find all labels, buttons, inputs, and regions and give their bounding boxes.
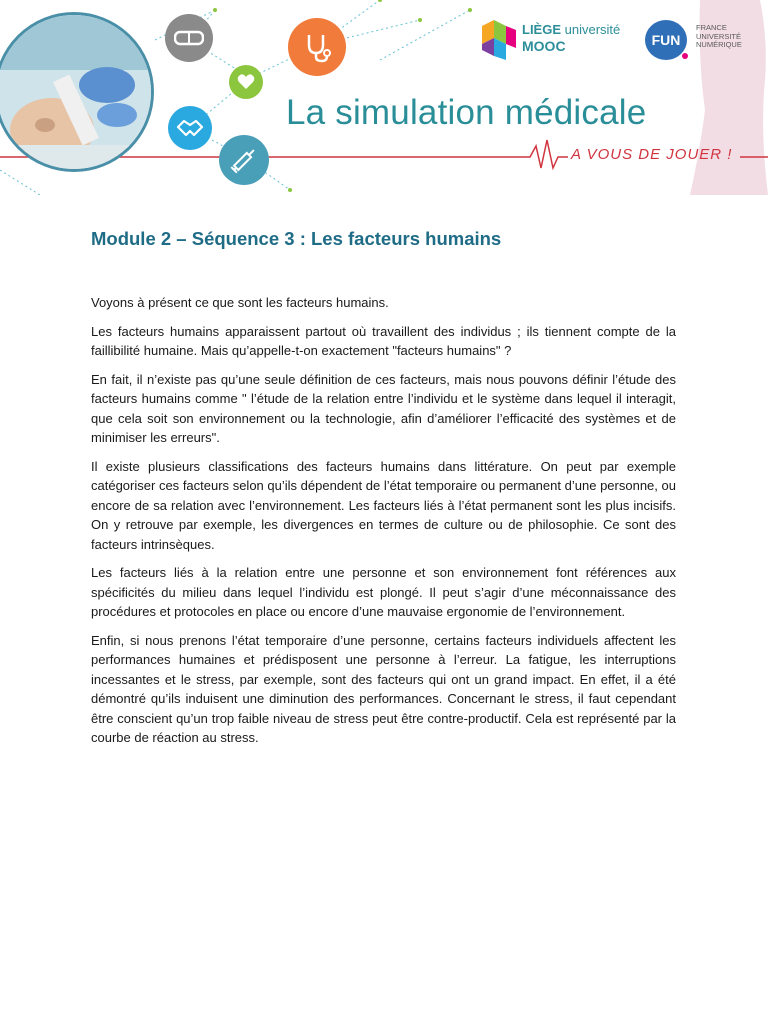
handshake-icon: [168, 106, 212, 150]
paragraph: Il existe plusieurs classifications des facteurs humains dans littérature. On peut par exemple catégoriser ces facteurs selon qu’ils dépendent de l’état temporaire ou permanent d’une personne, ou encore de sa relation avec l’environnement. Les facteurs liés à l’état permanent sont les plus incisifs. On y retrouve par exemple, les divergences en termes de culture ou de philosophie. Ce sont des facteurs intrinsèques.: [91, 458, 676, 552]
paragraph: Enfin, si nous prenons l’état temporaire d’une personne, certains facteurs individuels affectent les performances humaines et prédisposent une personne à l’erreur. La fatigue, les interruptions incessantes et le stress, par exemple, sont des facteurs qui ont un grand impact. En effet, il a été démontré qu’ils induisent une diminution des performances. Concernant le stress, il faut cependant être conscient qu’un trop faible niveau de stress peut être contre-productif. Cela est représenté par la courbe de réaction au stress.: [91, 632, 676, 745]
paragraph: Voyons à présent ce que sont les facteurs humains.: [91, 295, 389, 310]
fun-logo: [645, 20, 755, 62]
document-body: [91, 228, 676, 757]
liege-cube-icon: [482, 20, 518, 60]
fun-line-1: FRANCE: [696, 23, 727, 32]
stethoscope-icon: [288, 18, 346, 76]
heart-hand-icon: [229, 65, 263, 99]
course-title: La simulation médicale: [286, 93, 647, 132]
mooc-label: MOOC: [522, 38, 566, 54]
section-heading: Module 2 – Séquence 3 : Les facteurs humains: [91, 228, 502, 249]
liege-mooc-logo: [482, 20, 632, 62]
goggles-icon: [165, 14, 213, 62]
liege-suffix: université: [561, 22, 621, 37]
paragraph: Les facteurs liés à la relation entre une personne et son environnement font références aux spécificités du milieu dans lequel l’individu est plongé. Il peut s’agir d’une méconnaissance des procédures et protocoles en place ou encore d’une mauvaise ergonomie de l’environnement.: [91, 565, 676, 619]
paragraph: En fait, il n’existe pas qu’une seule définition de ces facteurs, mais nous pouvons définir l’étude des facteurs humains comme " l’étude de la relation entre l’individu et le système dans lequel il interagit, que cela soit son environnement ou la technologie, afin d’améliorer l’efficacité des systèmes et de minimiser les erreurs".: [91, 371, 676, 445]
fun-line-2: UNIVERSITÉ: [696, 31, 742, 41]
fun-abbr: FUN: [645, 20, 687, 60]
fun-text: [696, 24, 742, 50]
liege-name: LIÈGE: [522, 22, 562, 37]
simulation-photo: [0, 12, 154, 172]
fun-line-3: NUMÉRIQUE: [696, 40, 742, 49]
syringe-icon: [219, 135, 269, 185]
page-header: [0, 0, 768, 195]
paragraph: Les facteurs humains apparaissent partout où travaillent des individus ; ils tiennent compte de la faillibilité humaine. Mais qu’appelle-t-on exactement "facteurs humains" ?: [91, 323, 676, 358]
course-tagline: A VOUS DE JOUER !: [571, 146, 733, 163]
fun-dot: [682, 53, 688, 59]
